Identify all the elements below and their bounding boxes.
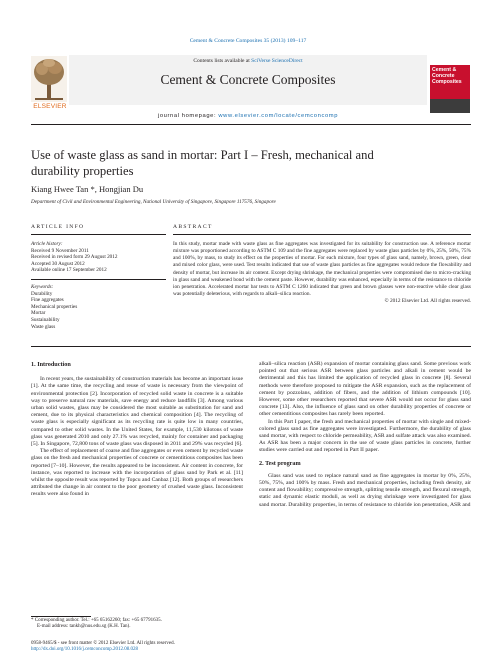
journal-homepage — [69, 113, 427, 119]
keyword-item: Sustainability — [31, 316, 60, 323]
sciencedirect-link[interactable]: SciVerse ScienceDirect — [251, 58, 303, 64]
intro-paragraph-1: In recent years, the sustainability of construction materials has become an important issue [1]. At the same time, the recycling and reuse of waste is necessary from the viewpoint of environmental protection [2]. Incorporation of recycled solid waste in concrete is a suitable way to preserve natural raw materials, save energy and reduce landfills [3]. Among various urban solid wastes, glass may be considered the most suitable as substitution for sand and cement, due to its physical characteristics and chemical composition [4]. The recycling of waste glass is especially significant as its recycling rate is quite low in many countries, compared to other solid wastes. In the United States, for example, 11,530 kilotons of waste glass was generated 2010 and only 27.1% was recycled, mainly for container and packaging [5]. In Singapore, 72,800 tons of waste glass was disposed in 2011 and 29% was recycled [6]. — [31, 376, 243, 448]
intro-paragraph-2: The effect of replacement of coarse and fine aggregates or even cement by recycled waste glass on the fresh and mechanical properties of concrete or cementitious composites has been reported [7–10]. However, the results appeared to be inconsistent. Air content in concrete, for instance, was reported to increase with the incorporation of glass sand by Park et al. [11] whilst the opposite result was reported by Topcu and Canbaz [12]. Both groups of researchers attributed the change in air content to the poor geometry of crushed waste glass. Inconsistent results were also found in — [31, 448, 243, 498]
article-info-heading: ARTICLE INFO — [31, 224, 85, 230]
abstract-text: In this study, mortar made with waste glass as fine aggregates was investigated for its suitability for construction use. A reference mortar mixture was proportioned according to ASTM C 109 and the fine aggregates were replaced by waste glass particles by 0%, 25%, 50%, 75% and 100%, by mass, to study its effect on the properties of mortar. For each mixture, four types of glass sand, namely, brown, green, clear and mixed color glass, were used. Test results indicated that use of waste glass particles as fine aggregates would reduce the flowability and density of mortar, but increase its air content. Except drying shrinkage, the mechanical properties were compromised due to micro-cracking in glass sand and weakened bond with the cement paste. However, durability was enhanced, especially in terms of the resistance to chloride ion penetration. Accelerated mortar bar tests to ASTM C 1260 indicated that green and brown glasses were non-reactive while clear glass was potentially deleterious, with regards to alkali–silica reaction. — [173, 241, 471, 298]
right-paragraph-2: In this Part I paper, the fresh and mechanical properties of mortar with single and mixed-colored glass sand as fine aggregates were investigated. Furthermore, the durability of glass sand mortar, with respect to chloride permeability, ASR and sulfate attack was also examined. As ASR has been a major concern in the use of waste glass particles in concrete, further studies were carried out and reported in Part II paper. — [259, 418, 471, 454]
keyword-item: Mechanical properties — [31, 303, 78, 310]
homepage-prefix: journal homepage: — [157, 113, 219, 119]
history-accepted: Accepted 30 August 2012 — [31, 260, 85, 267]
body-left-column — [31, 361, 243, 499]
history-rule — [31, 279, 166, 280]
history-label: Article history: — [31, 241, 63, 247]
section-heading-test-program: 2. Test program — [259, 459, 301, 467]
article-info-rule — [31, 234, 166, 235]
header-rule — [31, 124, 471, 125]
right-paragraph-1: alkali–silica reaction (ASR) expansion of mortar containing glass sand. Some previous work pointed out that serious ASR between glass particles and alkali in cement would be detrimental and this has limited the application of recycled glass in concrete [8]. Several methods were therefore proposed to mitigate the ASR expansion, such as the replacement of cement by pozzolans, addition of fibers, and the addition of lithium compounds [10]. However, some other researchers reported that severe ASR would not occur for glass sand concrete [13]. Also, the influence of glass sand on other durability properties of concrete or other cementitious composites has rarely been reported. — [259, 361, 471, 418]
article-history — [31, 241, 166, 274]
keywords-label: Keywords: — [31, 284, 54, 290]
keyword-item: Waste glass — [31, 323, 56, 330]
history-revised: Received in revised form 29 August 2012 — [31, 254, 118, 261]
keywords — [31, 284, 166, 330]
homepage-link[interactable]: www.elsevier.com/locate/cemconcomp — [218, 113, 339, 119]
abstract-body — [173, 241, 471, 305]
author-affiliation: Department of Civil and Environmental Engineering, National University of Singapore, Singapore 117576, Singapore — [31, 199, 276, 205]
cover-top-band — [430, 55, 470, 65]
article-title-line-2: durability properties — [31, 163, 134, 178]
author-email[interactable]: E-mail address: tankh@nus.edu.sg (K.H. Tan). — [37, 624, 131, 630]
footnote-rule — [31, 616, 91, 617]
keyword-item: Durability — [31, 290, 53, 297]
abstract-copyright: © 2012 Elsevier Ltd. All rights reserved. — [384, 298, 471, 305]
keyword-item: Mortar — [31, 310, 46, 317]
abstract-bottom-rule — [31, 346, 471, 347]
section-heading-introduction: 1. Introduction — [31, 361, 71, 368]
footnote — [31, 618, 241, 631]
contents-prefix: Contents lists available at — [193, 58, 252, 64]
journal-cover-thumbnail — [430, 55, 470, 113]
right-paragraph-3: Glass sand was used to replace natural sand as fine aggregates in mortar by 0%, 25%, 50%, 75%, and 100% by mass. Fresh and mechanical properties, including fresh density, air content and flowability; compressive strength, splitting tensile strength, and flexural strength, static and dynamic elastic moduli, as well as drying shrinkage were investigated for glass sand mortar. Durability properties, in terms of resistance to chloride ion penetration, ASR and — [259, 472, 471, 508]
body-right-column — [259, 361, 471, 509]
abstract-rule — [173, 234, 471, 235]
article-title — [31, 148, 471, 179]
journal-reference[interactable]: Cement & Concrete Composites 35 (2013) 109–117 — [189, 38, 307, 44]
abstract-heading: ABSTRACT — [173, 224, 213, 230]
publisher-name: ELSEVIER — [33, 103, 67, 110]
journal-title: Cement & Concrete Composites — [160, 72, 336, 87]
history-online: Available online 17 September 2012 — [31, 267, 107, 274]
article-title-line-1: Use of waste glass as sand in mortar: Part I – Fresh, mechanical and — [31, 148, 374, 162]
contents-availability — [69, 58, 427, 64]
keyword-item: Fine aggregates — [31, 297, 64, 304]
publication-info — [31, 641, 331, 654]
cover-title: Cement & Concrete Composites — [432, 67, 462, 85]
issn-line: 0958-9465/$ - see front matter © 2012 Elsevier Ltd. All rights reserved. — [31, 641, 175, 646]
cover-bottom-band — [430, 99, 470, 113]
article-authors[interactable]: Kiang Hwee Tan *, Hongjian Du — [31, 184, 144, 194]
doi-link[interactable]: http://dx.doi.org/10.1016/j.cemconcomp.2012.08.028 — [31, 647, 138, 653]
history-received: Received 9 November 2011 — [31, 247, 89, 254]
corresponding-author: * Corresponding author. Tel.: +65 65162260; fax: +65 67791635. — [31, 618, 162, 623]
